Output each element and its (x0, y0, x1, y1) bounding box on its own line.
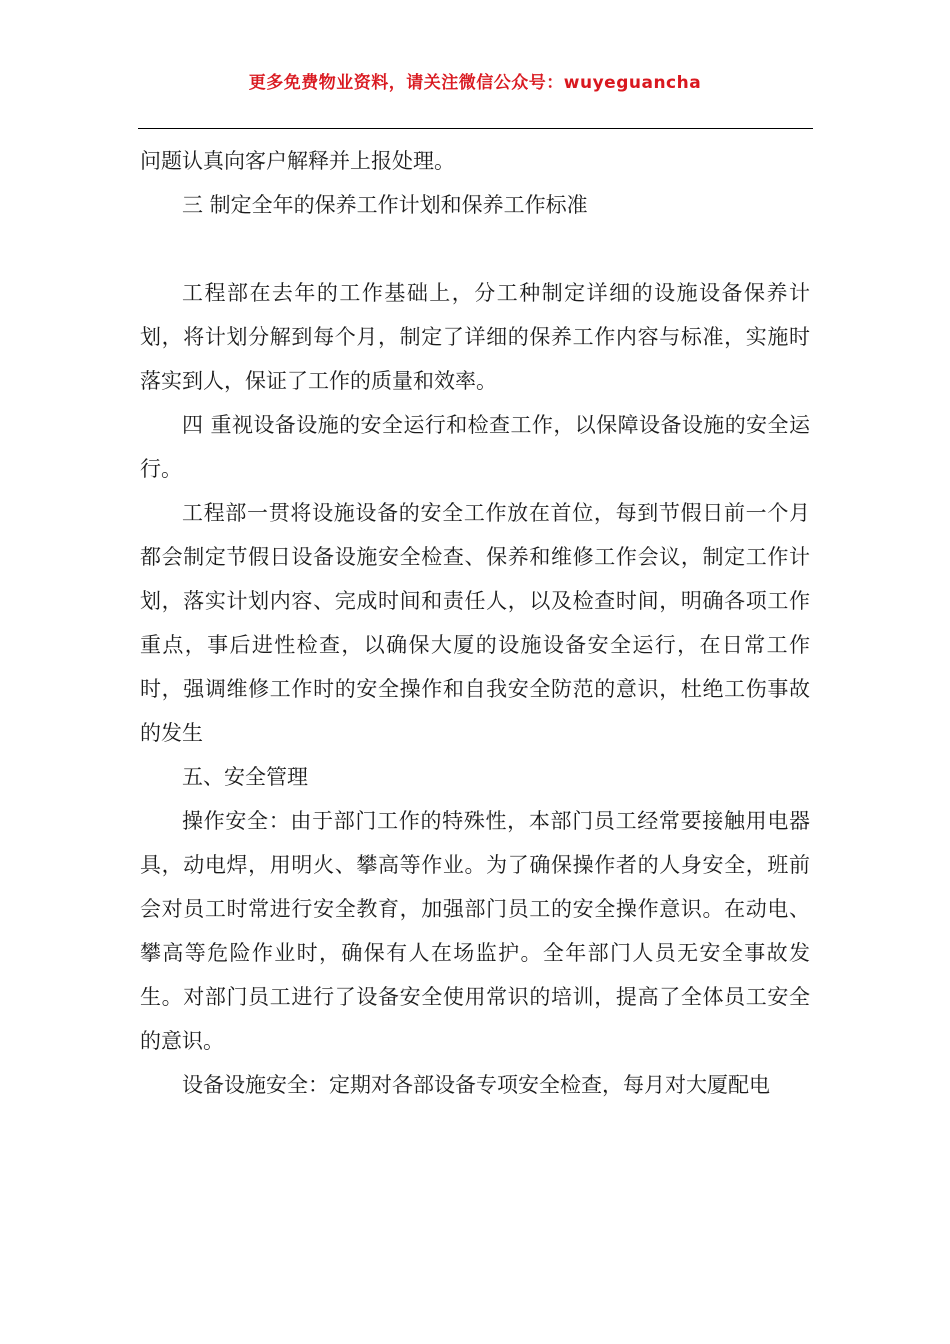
blank-line (140, 227, 810, 271)
document-body (140, 139, 810, 1107)
paragraph: 工程部一贯将设施设备的安全工作放在首位，每到节假日前一个月都会制定节假日设备设施安全检查、保养和维修工作会议，制定工作计划，落实计划内容、完成时间和责任人，以及检查时间，明确各项工作重点，事后进性检查，以确保大厦的设施设备安全运行，在日常工作时，强调维修工作时的安全操作和自我安全防范的意识，杜绝工伤事故的发生 (140, 501, 810, 745)
section-heading: 五、安全管理 (182, 765, 308, 789)
header-divider (138, 128, 813, 129)
section-heading: 四 重视设备设施的安全运行和检查工作，以保障设备设施的安全运行。 (140, 413, 810, 481)
paragraph: 工程部在去年的工作基础上，分工种制定详细的设施设备保养计划，将计划分解到每个月，制定了详细的保养工作内容与标准，实施时落实到人，保证了工作的质量和效率。 (140, 281, 810, 393)
section-heading: 三 制定全年的保养工作计划和保养工作标准 (182, 193, 588, 217)
paragraph: 问题认真向客户解释并上报处理。 (140, 149, 455, 173)
paragraph: 设备设施安全：定期对各部设备专项安全检查，每月对大厦配电 (182, 1073, 770, 1097)
paragraph: 操作安全：由于部门工作的特殊性，本部门员工经常要接触用电器具，动电焊，用明火、攀高等作业。为了确保操作者的人身安全，班前会对员工时常进行安全教育，加强部门员工的安全操作意识。在动电、攀高等危险作业时，确保有人在场监护。全年部门人员无安全事故发生。对部门员工进行了设备安全使用常识的培训，提高了全体员工安全的意识。 (140, 809, 810, 1053)
header-banner: 更多免费物业资料，请关注微信公众号：wuyeguancha (248, 73, 702, 93)
